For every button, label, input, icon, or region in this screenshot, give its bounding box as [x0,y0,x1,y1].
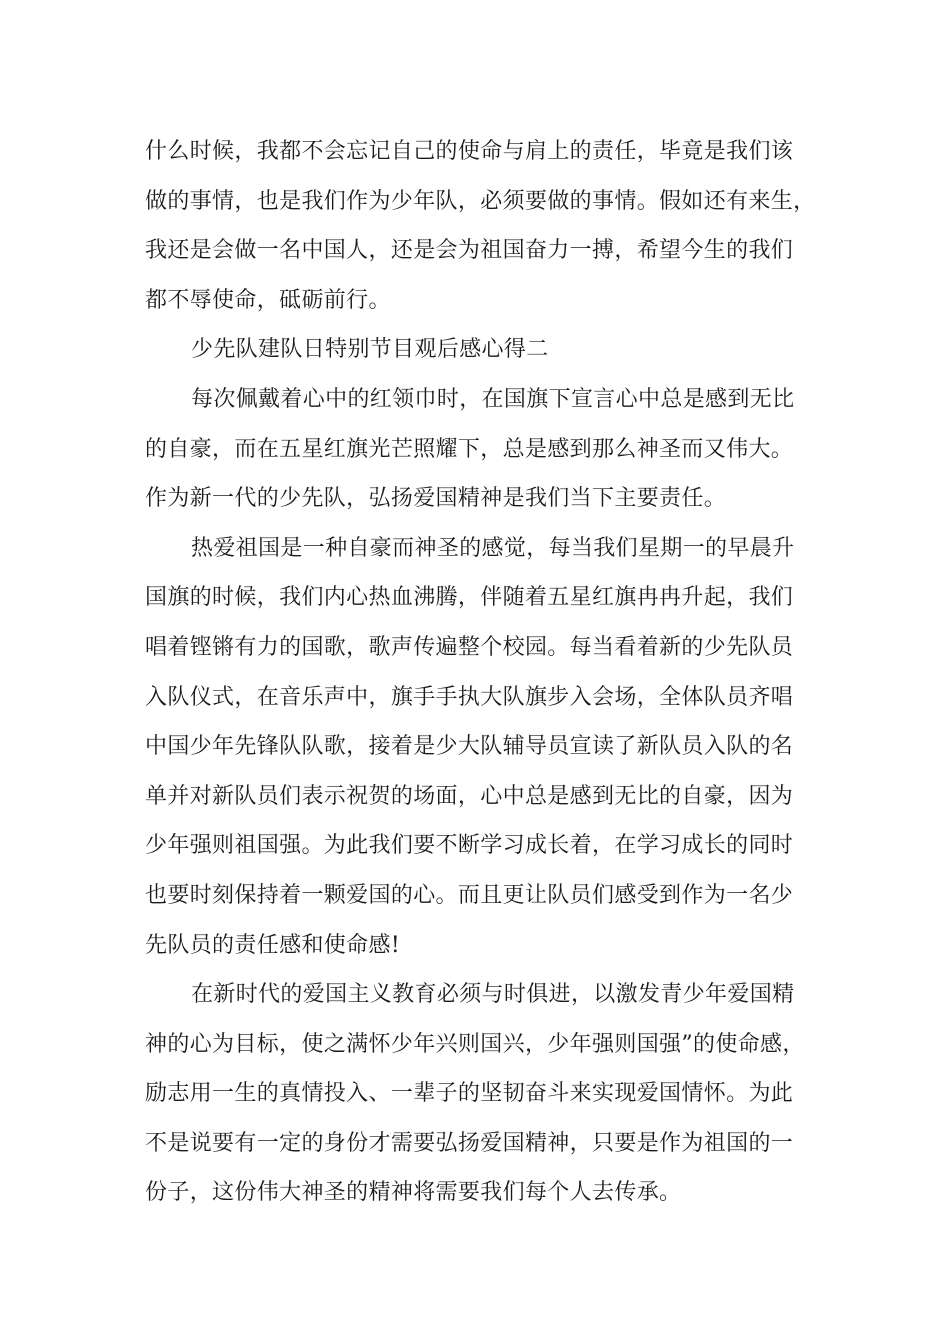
text-line: 我还是会做一名中国人，还是会为祖国奋力一搏，希望今生的我们 [145,238,794,264]
text-line: 中国少年先锋队队歌，接着是少大队辅导员宣读了新队员入队的名 [145,734,794,760]
text-line: 单并对新队员们表示祝贺的场面，心中总是感到无比的自豪，因为 [145,783,794,809]
document-body [145,127,835,1218]
text-line: 在新时代的爱国主义教育必须与时俱进，以激发青少年爱国精 [191,982,795,1008]
text-line: 作为新一代的少先队，弘扬爱国精神是我们当下主要责任。 [145,486,727,512]
text-line: 份子，这份伟大神圣的精神将需要我们每个人去传承。 [145,1180,682,1206]
text-line: 做的事情，也是我们作为少年队，必须要做的事情。假如还有来生， [145,188,816,214]
text-line: 国旗的时候，我们内心热血沸腾，伴随着五星红旗冉冉升起，我们 [145,585,794,611]
text-line: 神的心为目标，使之满怀少年兴则国兴，少年强则国强”的使命感， [145,1031,805,1057]
text-line: 热爱祖国是一种自豪而神圣的感觉，每当我们星期一的早晨升 [191,535,795,561]
text-line: 先队员的责任感和使命感! [145,932,401,958]
text-line: 也要时刻保持着一颗爱国的心。而且更让队员们感受到作为一名少 [145,882,794,908]
text-line: 不是说要有一定的身份才需要弘扬爱国精神，只要是作为祖国的一 [145,1130,794,1156]
text-line: 都不辱使命，砥砺前行。 [145,287,391,313]
text-line: 什么时候，我都不会忘记自己的使命与肩上的责任，毕竟是我们该 [145,139,794,164]
text-line: 少年强则祖国强。为此我们要不断学习成长着，在学习成长的同时 [145,833,794,859]
text-line: 的自豪，而在五星红旗光芒照耀下，总是感到那么神圣而又伟大。 [145,436,794,462]
text-line: 唱着铿锵有力的国歌，歌声传遍整个校园。每当看着新的少先队员 [145,634,794,660]
section-heading: 少先队建队日特别节目观后感心得二 [191,337,549,363]
text-line: 每次佩戴着心中的红领巾时，在国旗下宣言心中总是感到无比 [191,386,795,412]
text-line: 励志用一生的真情投入、一辈子的坚韧奋斗来实现爱国情怀。为此 [145,1081,794,1107]
text-line: 入队仪式，在音乐声中，旗手手执大队旗步入会场，全体队员齐唱 [145,684,794,710]
